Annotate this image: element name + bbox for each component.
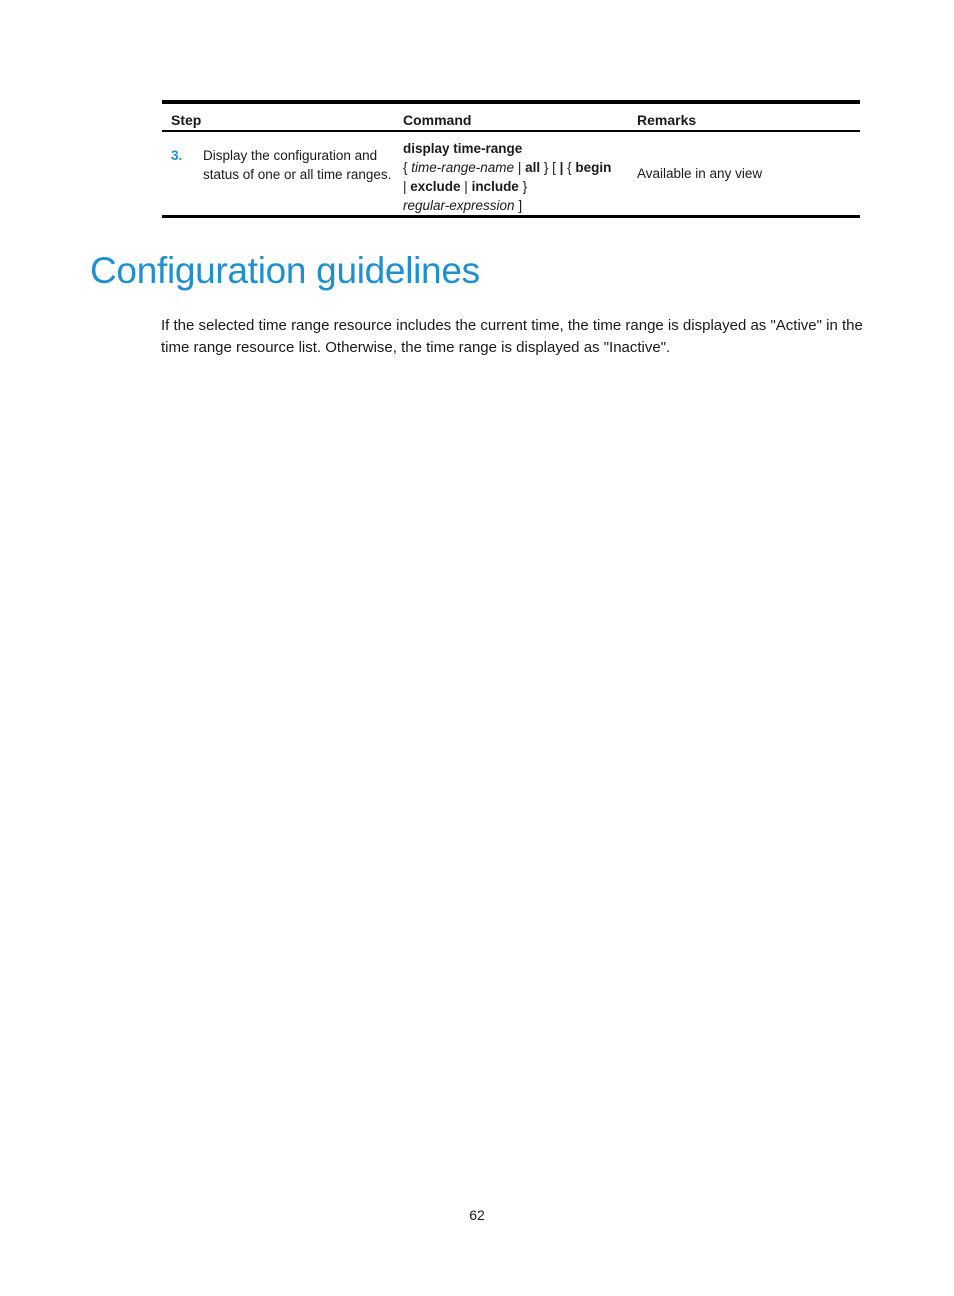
remarks-text: Available in any view	[637, 166, 763, 181]
body-paragraph: If the selected time range resource includes the current time, the time range is displayed as "Active" in the time range resource list. Otherwise, the time range is displayed as "Inactive".	[161, 317, 863, 356]
command-keyword-include: include	[471, 179, 519, 194]
command-cell	[394, 132, 628, 215]
section-heading: Configuration guidelines	[90, 250, 480, 291]
command-table	[162, 100, 860, 218]
step-number: 3.	[171, 148, 183, 163]
command-brace: } [	[540, 160, 560, 175]
command-line-1	[403, 139, 628, 158]
command-line-4	[403, 196, 628, 215]
command-arg: time-range-name	[411, 160, 515, 175]
command-brace: {	[563, 160, 576, 175]
command-sep: |	[460, 179, 472, 194]
command-brace: {	[403, 160, 412, 175]
header-step: Step	[171, 112, 202, 128]
command-sep: |	[514, 160, 526, 175]
page-number: 62	[469, 1207, 485, 1223]
remarks-cell	[628, 132, 860, 215]
command-line-2	[403, 158, 628, 177]
command-keyword-all: all	[525, 160, 541, 175]
header-command: Command	[403, 112, 472, 128]
command-arg-regex: regular-expression	[403, 198, 515, 213]
command-brace: }	[518, 179, 528, 194]
command-keyword-exclude: exclude	[410, 179, 461, 194]
header-remarks: Remarks	[637, 112, 697, 128]
command-keyword-begin: begin	[575, 160, 612, 175]
command-line-3	[403, 177, 628, 196]
step-description: Display the configuration and status of one or all time ranges.	[203, 148, 392, 182]
command-bracket: ]	[514, 198, 523, 213]
command-pipe: |	[559, 160, 564, 175]
table-header-row	[162, 104, 860, 132]
command-keyword: display time-range	[403, 141, 523, 156]
step-cell	[162, 132, 394, 215]
command-sep: |	[403, 179, 411, 194]
table-row	[162, 132, 860, 215]
